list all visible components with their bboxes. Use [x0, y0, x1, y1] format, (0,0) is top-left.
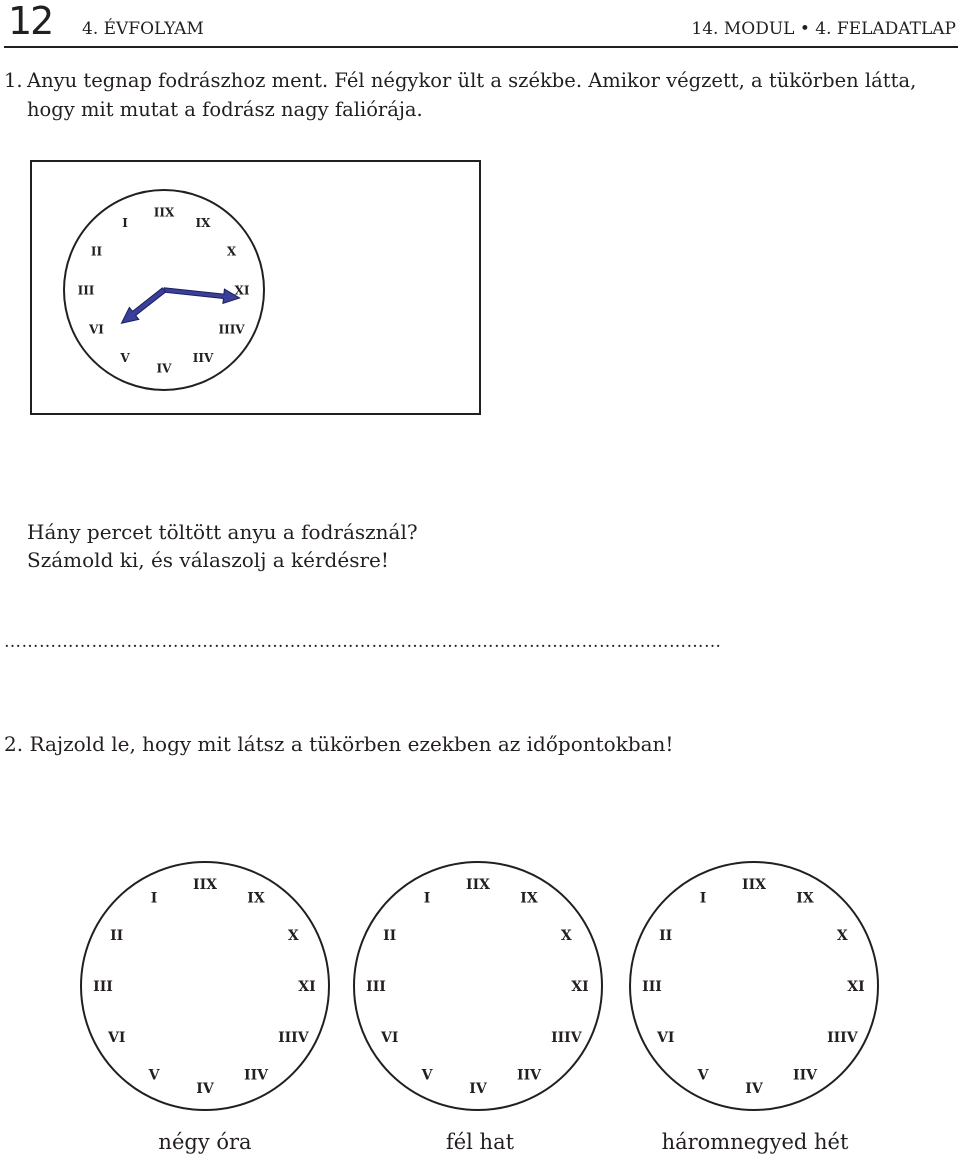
- clock-numeral: III: [93, 979, 113, 996]
- clock-numeral: II: [90, 244, 103, 259]
- caption-1: négy óra: [158, 1130, 252, 1154]
- caption-3: háromnegyed hét: [661, 1130, 849, 1154]
- clock-numeral: II: [383, 928, 397, 945]
- empty-clock-3[interactable]: [628, 860, 880, 1112]
- clock-numeral: V: [421, 1067, 433, 1084]
- clock-numeral: IIIV: [827, 1030, 858, 1047]
- clock-numeral: VI: [656, 1030, 675, 1047]
- caption-2: fél hat: [445, 1130, 515, 1154]
- task1-number: 1.: [4, 69, 23, 92]
- clock-numeral: X: [226, 244, 237, 259]
- clock-numeral: VI: [88, 322, 104, 337]
- clock-numeral: IIV: [192, 350, 214, 365]
- clock-numeral: IIIV: [218, 322, 245, 337]
- clock-numeral: IIX: [153, 205, 175, 220]
- page-number: 12: [8, 0, 53, 43]
- clock-numeral: IIX: [193, 877, 217, 894]
- clock-numeral: V: [697, 1067, 709, 1084]
- clock-numeral: III: [642, 979, 662, 996]
- clock-numeral: I: [699, 890, 707, 907]
- clock-numeral: IIX: [466, 877, 490, 894]
- clock-numeral: I: [423, 890, 431, 907]
- clock-numeral: III: [77, 283, 95, 298]
- answer-line[interactable]: ……………………………………………………………………………………………………………: [4, 632, 722, 652]
- clock-numeral: IV: [469, 1081, 487, 1098]
- empty-clock-2[interactable]: [352, 860, 604, 1112]
- clock-numeral: IV: [196, 1081, 214, 1098]
- clock-numeral: IX: [247, 890, 265, 907]
- clock-numeral: IIX: [742, 877, 766, 894]
- clock-numeral: IIIV: [551, 1030, 582, 1047]
- clock-face: [354, 862, 602, 1110]
- clock-numeral: I: [122, 215, 128, 230]
- header-divider: [4, 46, 958, 48]
- clock-numeral: V: [148, 1067, 160, 1084]
- clock-face: [81, 862, 329, 1110]
- task2-number: 2.: [4, 732, 24, 756]
- clock-numeral: II: [659, 928, 673, 945]
- task1-line1: Anyu tegnap fodrászhoz ment. Fél négykor ült a székbe. Amikor végzett, a tükörben látta,: [27, 69, 917, 92]
- clock-numeral: XI: [234, 283, 250, 298]
- clock-numeral: IIIV: [278, 1030, 309, 1047]
- clock-numeral: IIV: [244, 1067, 268, 1084]
- clock-numeral: IX: [520, 890, 538, 907]
- task1-line2: hogy mit mutat a fodrász nagy faliórája.: [27, 98, 423, 121]
- question-line-1: Hány percet töltött anyu a fodrásznál?: [27, 520, 418, 544]
- clock-numeral: IIV: [793, 1067, 817, 1084]
- clock-numeral: IIV: [517, 1067, 541, 1084]
- grade-label: 4. ÉVFOLYAM: [82, 19, 204, 39]
- task2-text: [4, 732, 673, 756]
- clock-numeral: X: [560, 928, 572, 945]
- clock-numeral: IV: [745, 1081, 763, 1098]
- clock-numeral: X: [836, 928, 848, 945]
- clock-numeral: IX: [195, 215, 211, 230]
- question-line-2: Számold ki, és válaszolj a kérdésre!: [27, 548, 389, 572]
- clock-numeral: XI: [847, 979, 865, 996]
- page-header: [0, 0, 960, 48]
- clock-numeral: X: [287, 928, 299, 945]
- clock-numeral: IV: [156, 361, 172, 376]
- clock-numeral: XI: [298, 979, 316, 996]
- task2-instruction: Rajzold le, hogy mit látsz a tükörben ezekben az időpontokban!: [29, 732, 674, 756]
- clock-numeral: VI: [380, 1030, 399, 1047]
- module-label: 14. MODUL • 4. FELADATLAP: [691, 19, 956, 39]
- clock-numeral: VI: [107, 1030, 126, 1047]
- empty-clock-1[interactable]: [79, 860, 331, 1112]
- task1-text: [4, 66, 960, 124]
- clock-numeral: V: [120, 350, 130, 365]
- clock-numeral: I: [150, 890, 158, 907]
- clock-numeral: III: [366, 979, 386, 996]
- task1-question: [27, 518, 418, 574]
- clock-face: [630, 862, 878, 1110]
- clock-numeral: IX: [796, 890, 814, 907]
- clock-numeral: XI: [571, 979, 589, 996]
- clock-numeral: II: [110, 928, 124, 945]
- mirror-wall-clock: [62, 188, 266, 392]
